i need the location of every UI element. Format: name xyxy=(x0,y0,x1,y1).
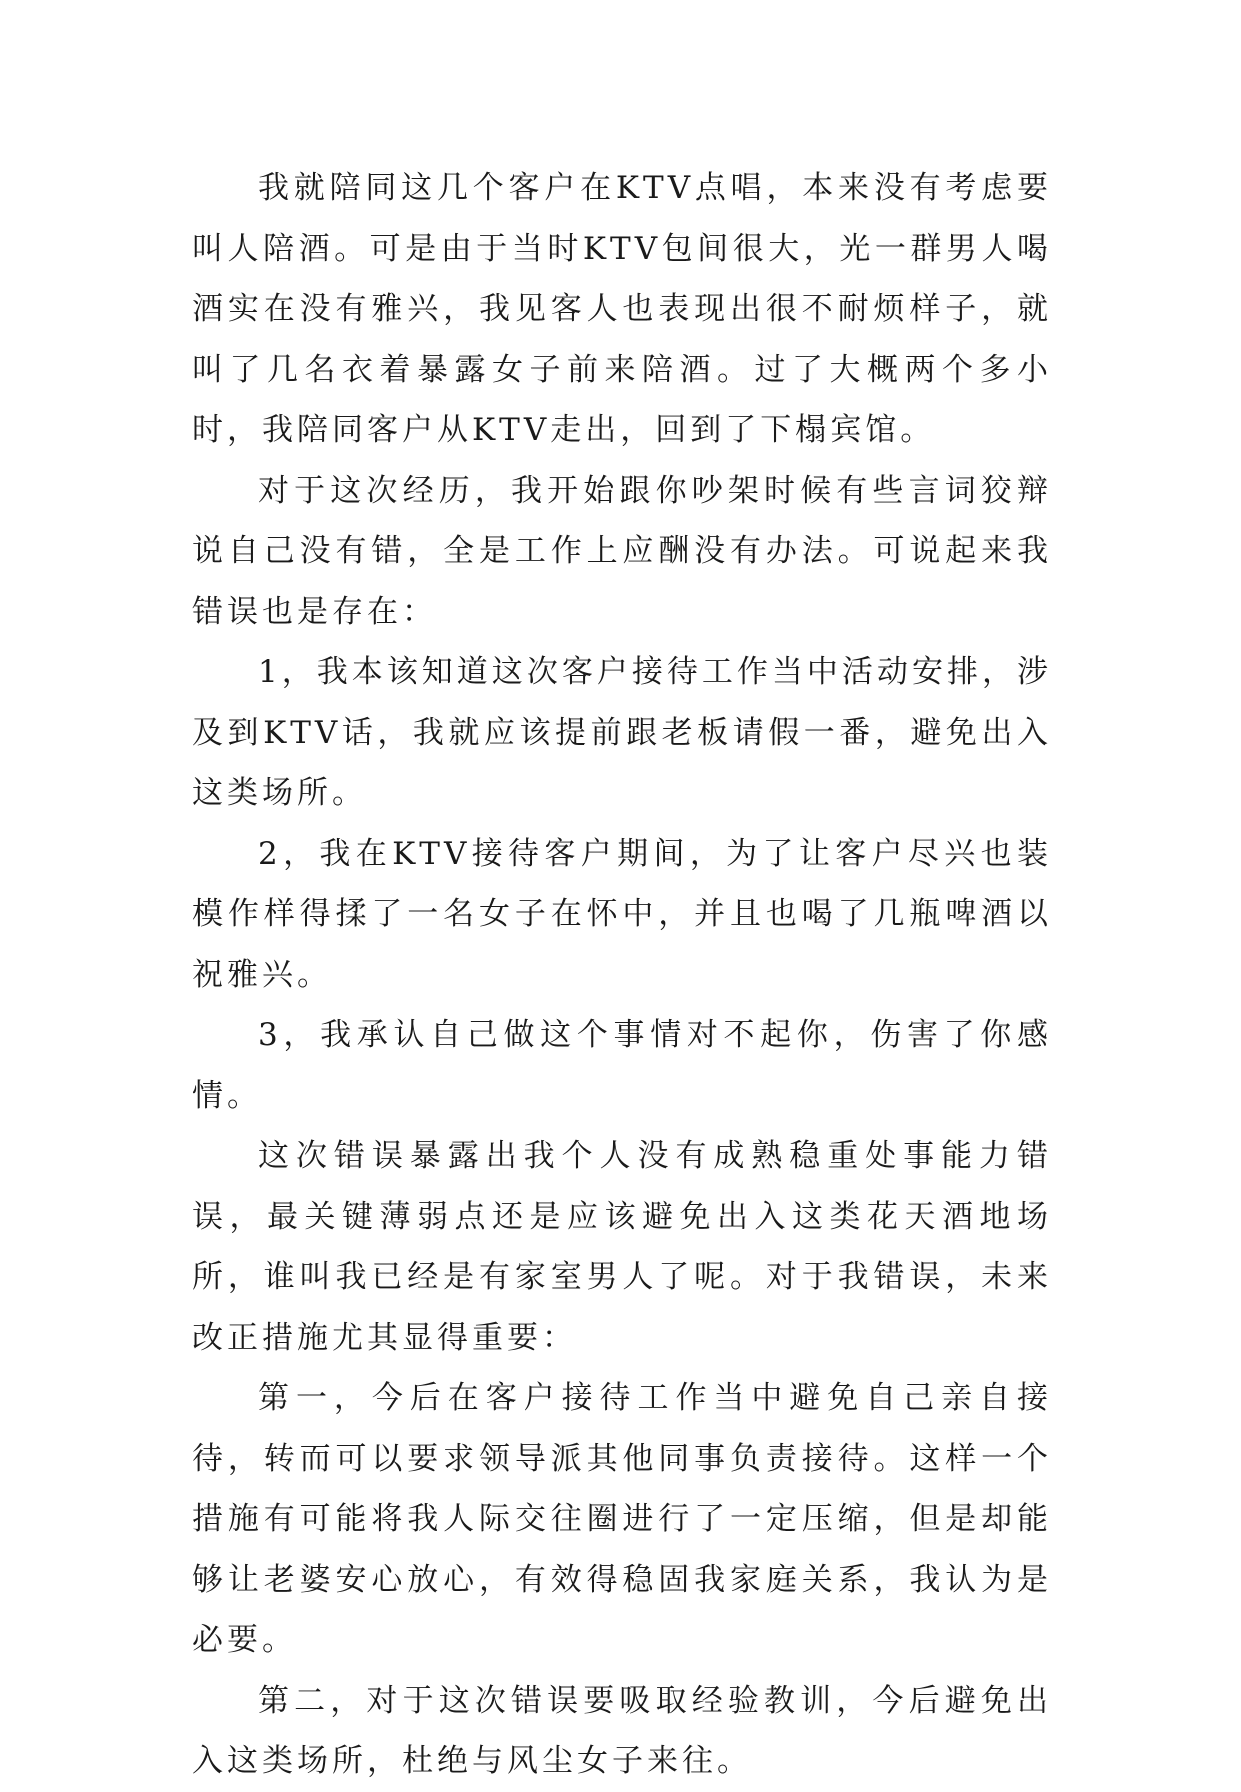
paragraph-3: 1，我本该知道这次客户接待工作当中活动安排，涉及到KTV话，我就应该提前跟老板请假一番，避免出入这类场所。 xyxy=(192,654,1052,811)
document-body xyxy=(192,158,1052,1792)
paragraph-7: 第一，今后在客户接待工作当中避免自己亲自接待，转而可以要求领导派其他同事负责接待。这样一个措施有可能将我人际交往圈进行了一定压缩，但是却能够让老婆安心放心，有效得稳固我家庭关系，我认为是必要。 xyxy=(192,1380,1052,1658)
paragraph-5: 3，我承认自己做这个事情对不起你，伤害了你感情。 xyxy=(192,1017,1052,1114)
paragraph-8: 第二，对于这次错误要吸取经验教训，今后避免出入这类场所，杜绝与风尘女子来往。 xyxy=(192,1682,1052,1779)
paragraph-1: 我就陪同这几个客户在KTV点唱，本来没有考虑要叫人陪酒。可是由于当时KTV包间很大，光一群男人喝酒实在没有雅兴，我见客人也表现出很不耐烦样子，就叫了几名衣着暴露女子前来陪酒。过了大概两个多小时，我陪同客户从KTV走出，回到了下榻宾馆。 xyxy=(192,170,1052,448)
paragraph-6: 这次错误暴露出我个人没有成熟稳重处事能力错误，最关键薄弱点还是应该避免出入这类花天酒地场所，谁叫我已经是有家室男人了呢。对于我错误，未来改正措施尤其显得重要： xyxy=(192,1138,1052,1356)
paragraph-4: 2，我在KTV接待客户期间，为了让客户尽兴也装模作样得揉了一名女子在怀中，并且也喝了几瓶啤酒以祝雅兴。 xyxy=(192,835,1052,993)
paragraph-2: 对于这次经历，我开始跟你吵架时候有些言词狡辩说自己没有错，全是工作上应酬没有办法。可说起来我错误也是存在： xyxy=(192,472,1052,630)
